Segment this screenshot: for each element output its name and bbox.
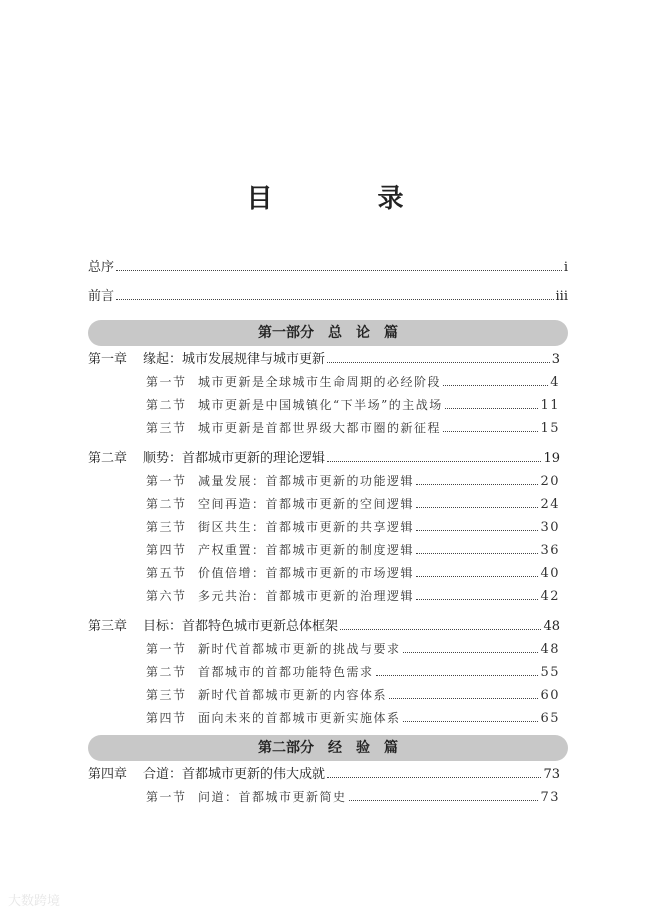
part-title: 第二部分 经 验 篇 bbox=[258, 740, 398, 756]
dot-leader bbox=[416, 530, 538, 531]
page-number: 30 bbox=[540, 520, 560, 535]
page-number: 55 bbox=[540, 665, 560, 680]
dot-leader bbox=[443, 431, 538, 432]
dot-leader bbox=[349, 800, 539, 801]
dot-leader bbox=[416, 484, 538, 485]
entry-title: 首都城市的首都功能特色需求 bbox=[198, 665, 374, 679]
dot-leader bbox=[403, 721, 539, 722]
toc-section-entry[interactable] bbox=[88, 586, 568, 609]
page-number: 3 bbox=[551, 352, 560, 367]
page-number: 4 bbox=[550, 375, 560, 390]
dot-leader bbox=[376, 675, 539, 676]
entry-label: 第二节 bbox=[146, 398, 187, 412]
page-number: iii bbox=[555, 289, 568, 304]
dot-leader bbox=[416, 599, 538, 600]
entry-label: 第一节 bbox=[146, 474, 187, 488]
dot-leader bbox=[327, 461, 541, 462]
dot-leader bbox=[327, 777, 541, 778]
entry-label: 第三节 bbox=[146, 520, 187, 534]
entry-label: 第二节 bbox=[146, 497, 187, 511]
toc-section-entry[interactable] bbox=[88, 563, 568, 586]
entry-title: 问道：首都城市更新简史 bbox=[198, 790, 347, 804]
toc-chapter-entry[interactable] bbox=[88, 617, 568, 639]
entry-label: 第一章 bbox=[88, 352, 128, 367]
toc-section-entry[interactable] bbox=[88, 540, 568, 563]
entry-title: 价值倍增：首都城市更新的市场逻辑 bbox=[198, 566, 415, 580]
page-number: 73 bbox=[543, 767, 560, 782]
entry-title: 多元共治：首都城市更新的治理逻辑 bbox=[198, 589, 415, 603]
entry-label: 第四章 bbox=[88, 767, 128, 782]
entry-title: 前言 bbox=[88, 289, 115, 304]
entry-label: 第四节 bbox=[146, 543, 187, 557]
entry-title: 面向未来的首都城市更新实施体系 bbox=[198, 711, 401, 725]
entry-title: 合道：首都城市更新的伟大成就 bbox=[143, 767, 326, 782]
entry-title: 空间再造：首都城市更新的空间逻辑 bbox=[198, 497, 415, 511]
entry-label: 第二章 bbox=[88, 451, 128, 466]
dot-leader bbox=[403, 652, 539, 653]
page-number: 48 bbox=[540, 642, 560, 657]
entry-title: 减量发展：首都城市更新的功能逻辑 bbox=[198, 474, 415, 488]
page-number: 36 bbox=[540, 543, 560, 558]
entry-label: 第三节 bbox=[146, 421, 187, 435]
page-number: 60 bbox=[540, 688, 560, 703]
toc-front-entry[interactable] bbox=[88, 258, 568, 287]
dot-leader bbox=[445, 408, 539, 409]
entry-title: 新时代首都城市更新的挑战与要求 bbox=[198, 642, 401, 656]
part-heading bbox=[88, 320, 568, 346]
toc-section-entry[interactable] bbox=[88, 471, 568, 494]
page-number: 15 bbox=[540, 421, 560, 436]
toc-section-entry[interactable] bbox=[88, 372, 568, 395]
page-number: 11 bbox=[540, 398, 560, 413]
entry-label: 第一节 bbox=[146, 642, 187, 656]
dot-leader bbox=[340, 629, 541, 630]
dot-leader bbox=[116, 270, 562, 271]
toc-section-entry[interactable] bbox=[88, 685, 568, 708]
table-of-contents bbox=[88, 258, 568, 810]
entry-title: 城市更新是全球城市生命周期的必经阶段 bbox=[198, 375, 442, 389]
toc-section-entry[interactable] bbox=[88, 418, 568, 441]
dot-leader bbox=[389, 698, 538, 699]
page-number: 40 bbox=[540, 566, 560, 581]
dot-leader bbox=[116, 299, 554, 300]
toc-section-entry[interactable] bbox=[88, 494, 568, 517]
entry-title: 城市更新是中国城镇化“下半场”的主战场 bbox=[198, 398, 443, 412]
toc-chapter-entry[interactable] bbox=[88, 765, 568, 787]
page-number: 24 bbox=[540, 497, 560, 512]
part-heading bbox=[88, 735, 568, 761]
entry-title: 城市更新是首都世界级大都市圈的新征程 bbox=[198, 421, 442, 435]
entry-title: 产权重置：首都城市更新的制度逻辑 bbox=[198, 543, 415, 557]
toc-section-entry[interactable] bbox=[88, 395, 568, 418]
toc-section-entry[interactable] bbox=[88, 708, 568, 731]
entry-label: 第三章 bbox=[88, 619, 128, 634]
page-number: 19 bbox=[543, 451, 560, 466]
entry-label: 第六节 bbox=[146, 589, 187, 603]
entry-title: 目标：首都特色城市更新总体框架 bbox=[143, 619, 339, 634]
toc-chapter-entry[interactable] bbox=[88, 449, 568, 471]
toc-section-entry[interactable] bbox=[88, 639, 568, 662]
page-number: i bbox=[563, 260, 568, 275]
dot-leader bbox=[327, 362, 550, 363]
entry-title: 顺势：首都城市更新的理论逻辑 bbox=[143, 451, 326, 466]
dot-leader bbox=[416, 507, 538, 508]
entry-label: 第一节 bbox=[146, 790, 187, 804]
entry-title: 新时代首都城市更新的内容体系 bbox=[198, 688, 388, 702]
toc-chapter-entry[interactable] bbox=[88, 350, 568, 372]
page-title: 目 录 bbox=[246, 184, 452, 214]
page-number: 65 bbox=[540, 711, 560, 726]
dot-leader bbox=[416, 576, 538, 577]
toc-section-entry[interactable] bbox=[88, 787, 568, 810]
toc-section-entry[interactable] bbox=[88, 517, 568, 540]
dot-leader bbox=[443, 385, 548, 386]
entry-label: 第二节 bbox=[146, 665, 187, 679]
entry-title: 总序 bbox=[88, 260, 115, 275]
toc-front-entry[interactable] bbox=[88, 287, 568, 316]
entry-title: 缘起：城市发展规律与城市更新 bbox=[143, 352, 326, 367]
toc-section-entry[interactable] bbox=[88, 662, 568, 685]
entry-label: 第三节 bbox=[146, 688, 187, 702]
page-number: 48 bbox=[543, 619, 560, 634]
entry-label: 第五节 bbox=[146, 566, 187, 580]
entry-label: 第一节 bbox=[146, 375, 187, 389]
page-number: 73 bbox=[540, 790, 560, 805]
dot-leader bbox=[416, 553, 538, 554]
page-number: 42 bbox=[540, 589, 560, 604]
watermark: 大数跨境 bbox=[8, 894, 61, 909]
entry-label: 第四节 bbox=[146, 711, 187, 725]
part-title: 第一部分 总 论 篇 bbox=[258, 325, 398, 341]
entry-title: 街区共生：首都城市更新的共享逻辑 bbox=[198, 520, 415, 534]
page-number: 20 bbox=[540, 474, 560, 489]
